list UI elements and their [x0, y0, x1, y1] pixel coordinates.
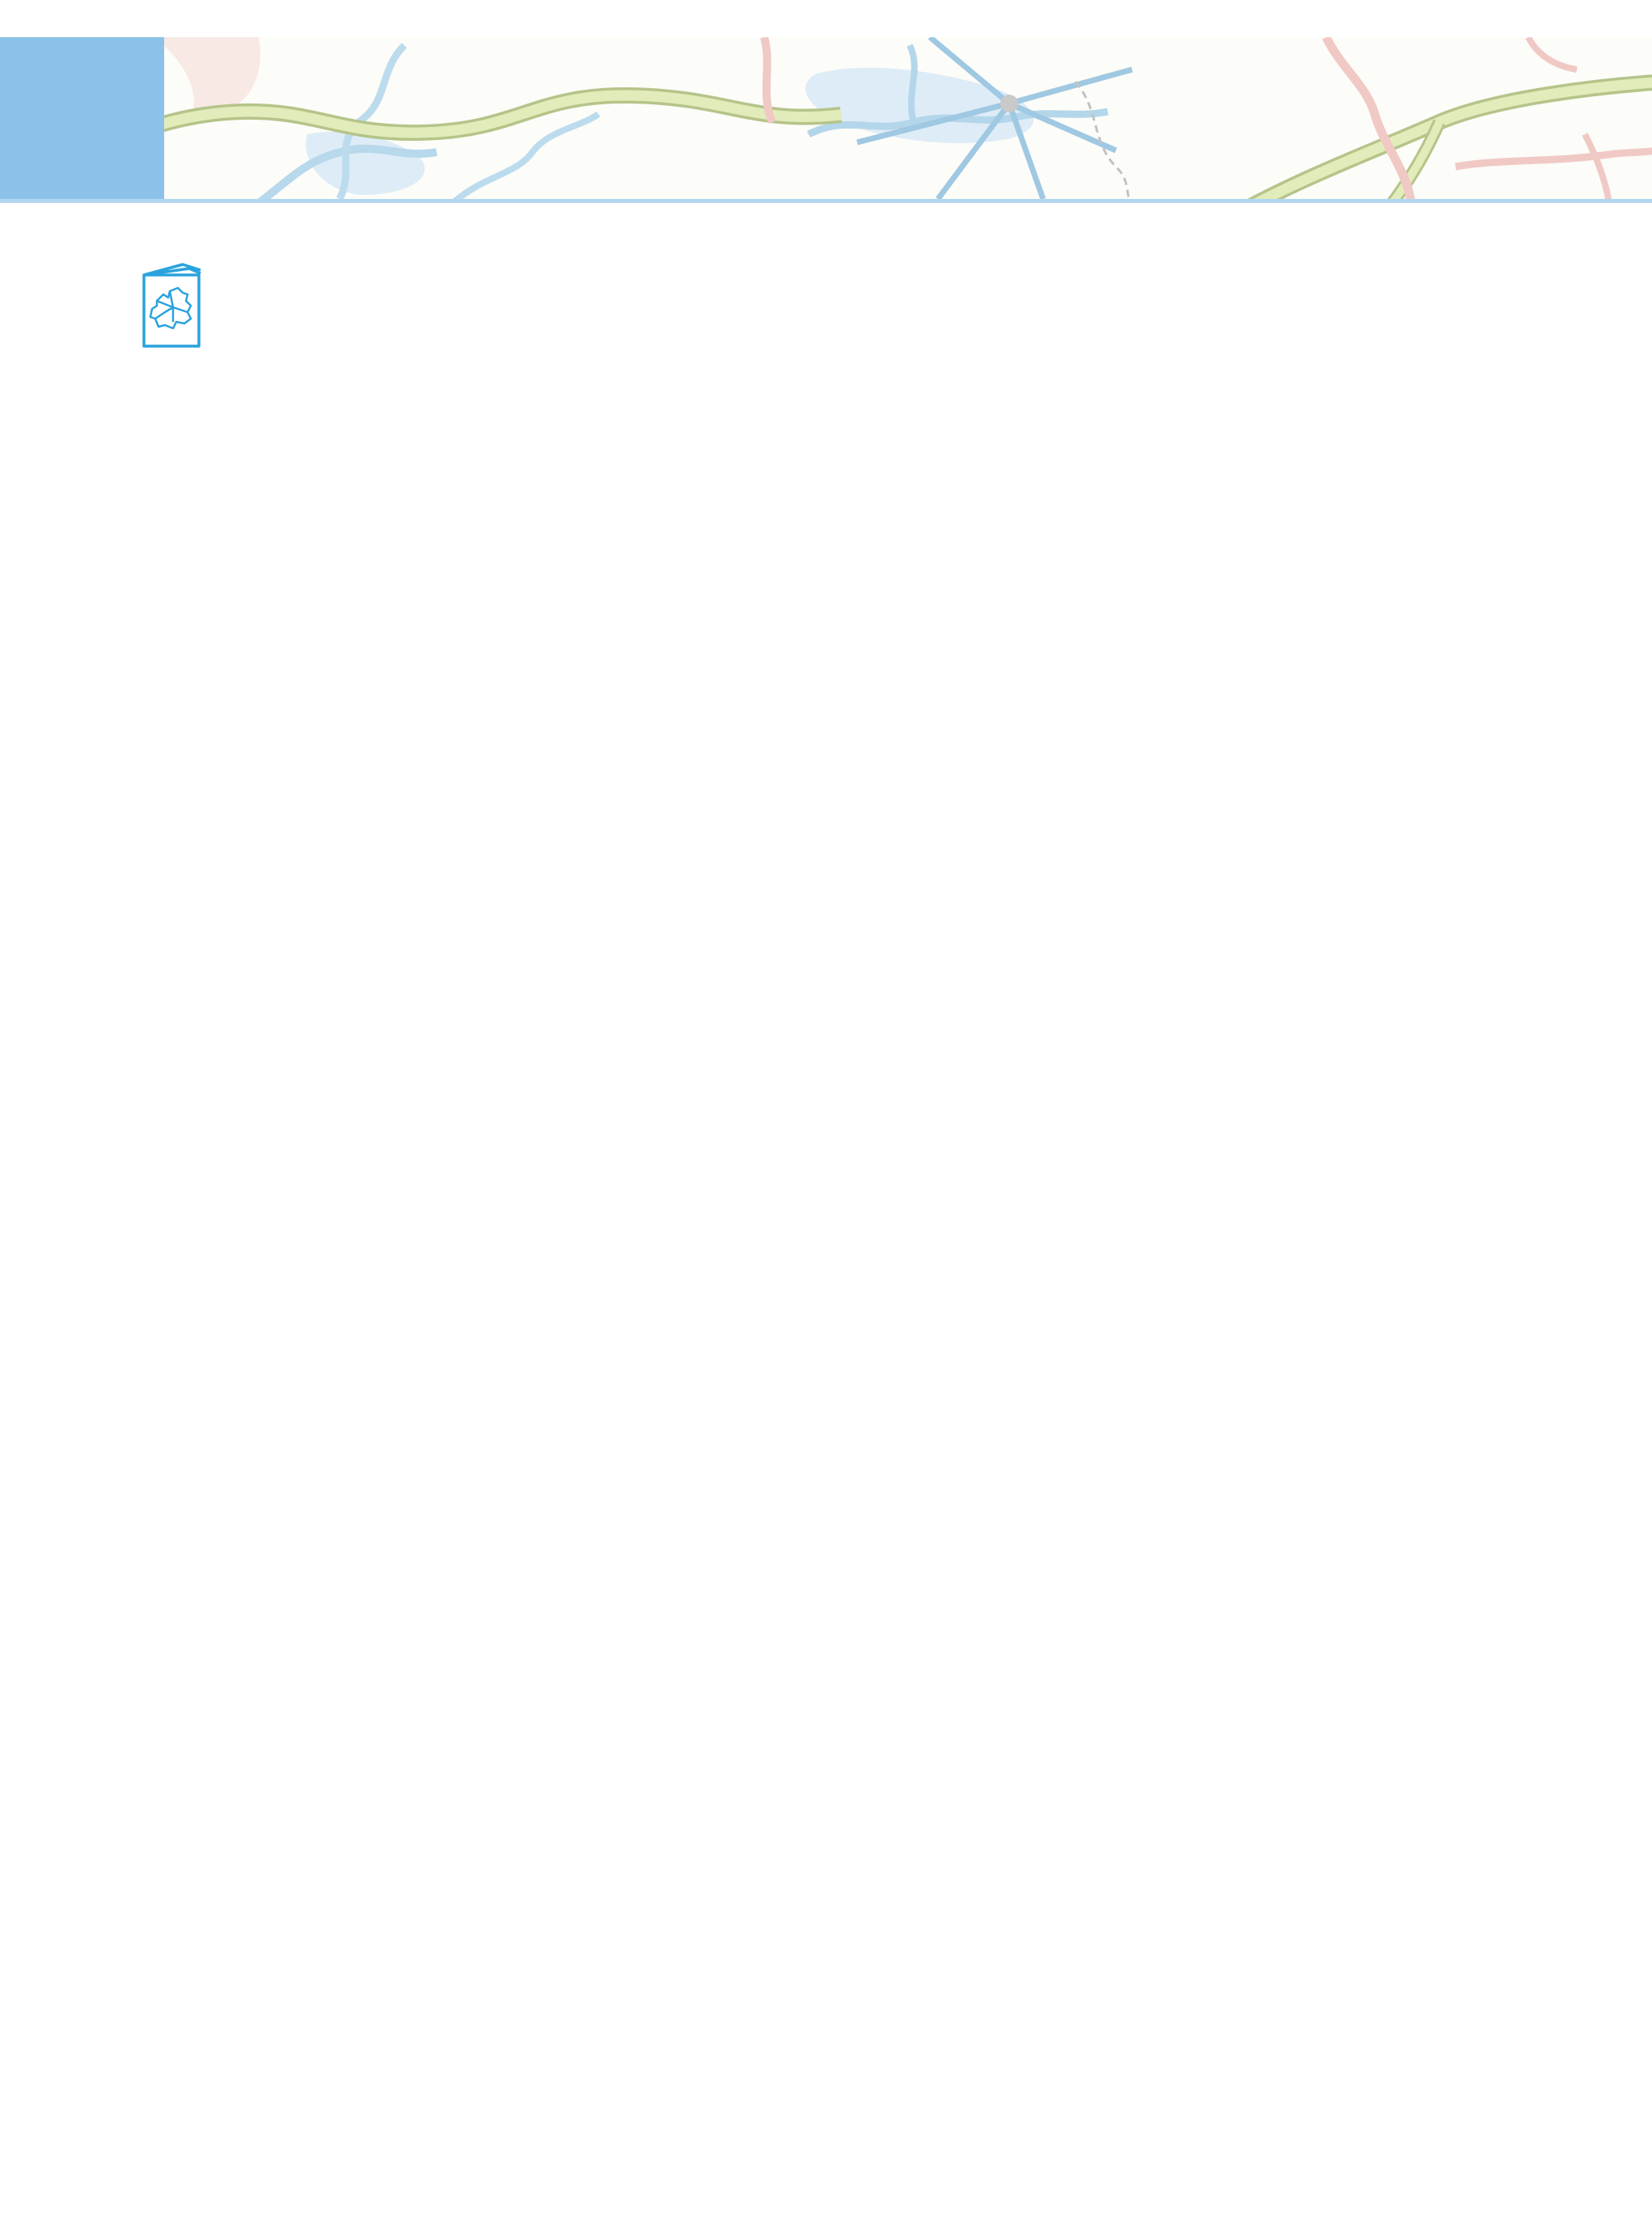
body-text — [99, 239, 1578, 376]
atlas-booklet-icon — [137, 260, 205, 360]
map-bottom-border — [0, 199, 1652, 203]
map-image — [0, 37, 1652, 199]
task-box — [99, 260, 1578, 360]
task-text — [243, 260, 1577, 360]
header-map — [0, 37, 1652, 199]
corner-watermark-box — [0, 37, 164, 199]
